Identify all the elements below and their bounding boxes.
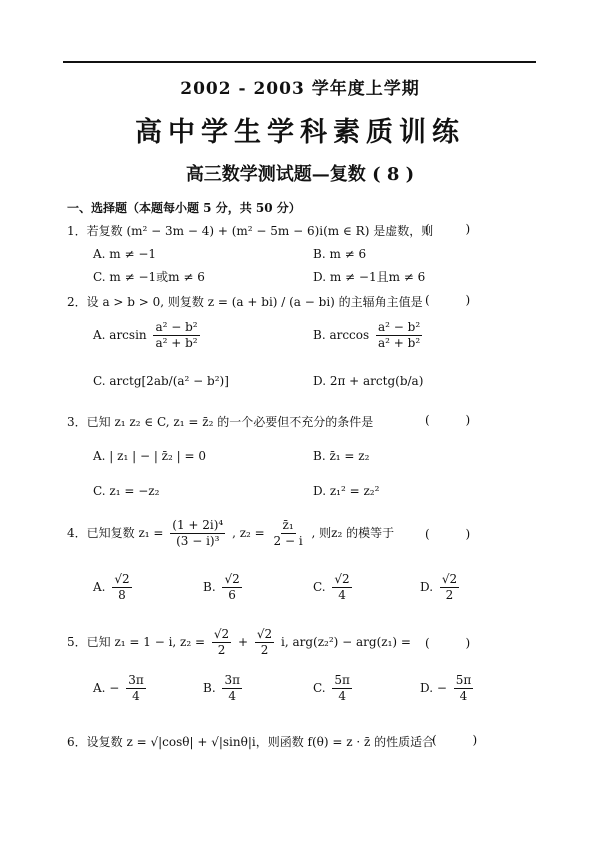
q2-stem: 2．设 a > b > 0, 则复数 z = (a + bi) / (a − bi) 的主辐角主值是 <box>67 295 423 309</box>
q2-b-fraction <box>376 320 422 351</box>
q5-d-label: D. − <box>420 681 447 695</box>
q5-fraction-1 <box>212 627 231 658</box>
q1-stem: 1．若复数 (m² − 3m − 4) + (m² − 5m − 6)i(m ∈ R) 是虚数，则 <box>67 224 434 238</box>
q4-d-fraction <box>440 572 459 603</box>
q1-option-d: D. m ≠ −1且m ≠ 6 <box>313 270 426 284</box>
q5-answer-paren: ( ) <box>425 636 487 650</box>
q5-stem-prefix: 5．已知 z₁ = 1 − i, z₂ = <box>67 635 206 649</box>
q4-answer-paren: ( ) <box>425 527 487 541</box>
header-year: 2002 - 2003 学年度上学期 <box>180 79 420 99</box>
q5-d-fraction <box>454 673 474 704</box>
q4-c-den: 4 <box>338 588 346 602</box>
q3-option-a: A. | z₁ | − | z̄₂ | = 0 <box>93 449 206 463</box>
q5-f2-den: 2 <box>260 643 269 657</box>
q3-option-d: D. z₁² = z₂² <box>313 484 380 498</box>
q4-z1-fraction <box>170 518 225 549</box>
q5-f1-num: √2 <box>213 627 230 641</box>
q5-c-num: 5π <box>334 673 350 687</box>
q4-d-num: √2 <box>441 572 458 586</box>
q1-option-a: A. m ≠ −1 <box>93 247 157 261</box>
q5-d-den: 4 <box>459 689 468 703</box>
q4-a-den: 8 <box>118 588 126 602</box>
q4-c-fraction <box>332 572 351 603</box>
q4-z2-fraction <box>272 518 305 549</box>
q4-b-num: √2 <box>224 572 240 586</box>
header-title: 高中学生学科素质训练 <box>135 117 465 148</box>
q6-answer-paren: ( ) <box>432 733 494 747</box>
q5-plus: + <box>238 635 249 649</box>
q4-z1-num: (1 + 2i)⁴ <box>172 518 224 532</box>
q5-a-fraction <box>126 673 146 704</box>
header-subtitle: 高三数学测试题—复数 ( 8 ) <box>185 164 415 185</box>
q5-c-label: C. <box>313 681 326 695</box>
q2-option-a <box>93 320 203 351</box>
q3-stem: 3．已知 z₁ z₂ ∈ C, z₁ = z̄₂ 的一个必要但不充分的条件是 <box>67 415 374 429</box>
q4-a-fraction <box>112 572 131 603</box>
q5-fraction-2 <box>255 627 274 658</box>
q5-b-fraction <box>222 673 242 704</box>
q4-d-den: 2 <box>445 588 454 602</box>
q3-answer-paren: ( ) <box>425 413 487 427</box>
q5-option-d <box>420 673 476 704</box>
q4-z2-num: z̄₁ <box>282 518 294 532</box>
q2-a-num: a² − b² <box>155 320 198 334</box>
q3-option-b: B. z̄₁ = z₂ <box>313 449 370 463</box>
q1-answer-paren: ( ) <box>425 222 487 236</box>
q4-b-den: 6 <box>228 588 236 602</box>
section-heading: 一、选择题（本题每小题 5 分，共 50 分） <box>67 201 301 215</box>
q5-option-a <box>93 673 149 704</box>
q5-option-c <box>313 673 355 704</box>
q4-c-num: √2 <box>334 572 350 586</box>
q5-stem <box>67 627 411 658</box>
q1-option-b: B. m ≠ 6 <box>313 247 367 261</box>
q4-stem <box>67 518 394 549</box>
q5-stem-suffix: i, arg(z₂²) − arg(z₁) = <box>281 635 411 649</box>
q4-a-num: √2 <box>114 572 130 586</box>
q2-option-b <box>313 320 425 351</box>
q6-stem: 6．设复数 z = √|cosθ| + √|sinθ|i，则函数 f(θ) = z · z̄ 的性质适合 <box>67 735 435 749</box>
q2-answer-paren: ( ) <box>425 293 487 307</box>
q5-option-b <box>203 673 245 704</box>
q4-z1-den: (3 − i)³ <box>176 534 220 548</box>
q4-option-d <box>420 572 462 603</box>
q4-stem-suffix: , 则z₂ 的模等于 <box>311 526 395 540</box>
q4-option-c <box>313 572 355 603</box>
q3-option-c: C. z₁ = −z₂ <box>93 484 160 498</box>
q2-option-d: D. 2π + arctg(b/a) <box>313 374 424 388</box>
q4-stem-mid: , z₂ = <box>232 526 265 540</box>
q5-f1-den: 2 <box>217 643 226 657</box>
q4-z2-den: 2 − i <box>273 534 303 548</box>
q5-c-fraction <box>332 673 352 704</box>
q4-option-a <box>93 572 135 603</box>
q5-b-label: B. <box>203 681 216 695</box>
q4-option-b <box>203 572 245 603</box>
q5-b-num: 3π <box>224 673 240 687</box>
q5-f2-num: √2 <box>256 627 273 641</box>
q2-b-den: a² + b² <box>378 336 421 350</box>
q4-c-label: C. <box>313 580 326 594</box>
header-rule <box>63 61 536 63</box>
q1-option-c: C. m ≠ −1或m ≠ 6 <box>93 270 205 284</box>
q5-a-den: 4 <box>132 689 140 703</box>
q5-c-den: 4 <box>338 689 346 703</box>
q2-b-label: B. arccos <box>313 328 370 342</box>
q2-a-label: A. arcsin <box>93 328 147 342</box>
q5-a-num: 3π <box>128 673 144 687</box>
q2-a-den: a² + b² <box>155 336 198 350</box>
q4-stem-prefix: 4．已知复数 z₁ = <box>67 526 164 540</box>
q4-d-label: D. <box>420 580 434 594</box>
q4-b-fraction <box>222 572 241 603</box>
q4-a-label: A. <box>93 580 106 594</box>
q2-a-fraction <box>153 320 199 351</box>
q5-b-den: 4 <box>228 689 237 703</box>
q5-d-num: 5π <box>455 673 472 687</box>
q4-b-label: B. <box>203 580 216 594</box>
q5-a-label: A. − <box>93 681 120 695</box>
q2-b-num: a² − b² <box>378 320 421 334</box>
q2-option-c: C. arctg[2ab/(a² − b²)] <box>93 374 229 388</box>
